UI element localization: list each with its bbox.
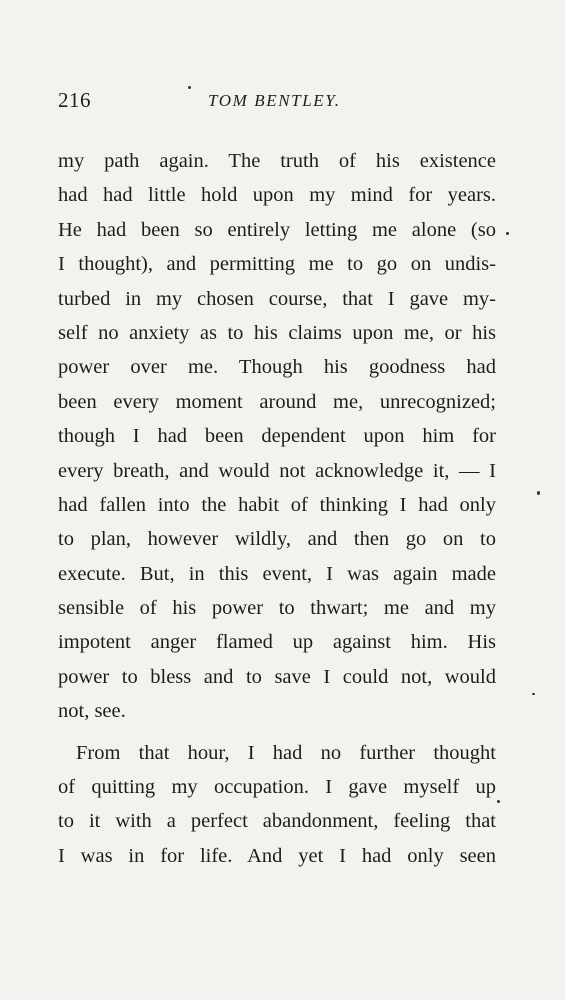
paragraph-gap	[58, 729, 496, 736]
text-line: had fallen into the habit of thinking I had only	[58, 493, 496, 516]
text-line: my path again. The truth of his existence	[58, 150, 496, 172]
text-line: He had been so entirely letting me alone (so	[58, 218, 496, 241]
text-line: self no anxiety as to his claims upon me, or his	[58, 321, 496, 344]
print-speck	[497, 800, 500, 803]
text-line: impotent anger flamed up against him. His	[58, 631, 496, 654]
print-speck	[532, 693, 535, 695]
text-line: I was in for life. And yet I had only seen	[58, 844, 496, 867]
text-line: turbed in my chosen course, that I gave my-	[58, 287, 496, 310]
text-line: of quitting my occupation. I gave myself up	[58, 776, 496, 799]
text-line: sensible of his power to thwart; me and my	[58, 597, 496, 620]
print-speck	[188, 86, 191, 89]
text-line: had had little hold upon my mind for years.	[58, 184, 496, 207]
text-line: been every moment around me, unrecognized;	[58, 390, 496, 413]
paragraph	[58, 736, 496, 874]
print-speck	[506, 232, 509, 235]
running-title: TOM BENTLEY.	[208, 91, 341, 110]
text-line: though I had been dependent upon him for	[58, 425, 496, 448]
page-header	[58, 88, 498, 116]
body-text	[58, 144, 496, 873]
text-line: I thought), and permitting me to go on undis-	[58, 253, 496, 276]
text-line: From that hour, I had no further thought	[76, 741, 496, 764]
text-line: to it with a perfect abandonment, feeling that	[58, 810, 496, 833]
text-line: to plan, however wildly, and then go on to	[58, 528, 496, 551]
text-line: every breath, and would not acknowledge it, — I	[58, 459, 496, 482]
page-number: 216	[58, 88, 91, 112]
paragraph	[58, 144, 496, 729]
text-line: power to bless and to save I could not, would	[58, 665, 496, 688]
text-line: power over me. Though his goodness had	[58, 356, 496, 379]
print-speck	[537, 491, 540, 495]
text-line: not, see.	[58, 700, 126, 723]
text-line: execute. But, in this event, I was again made	[58, 562, 496, 585]
